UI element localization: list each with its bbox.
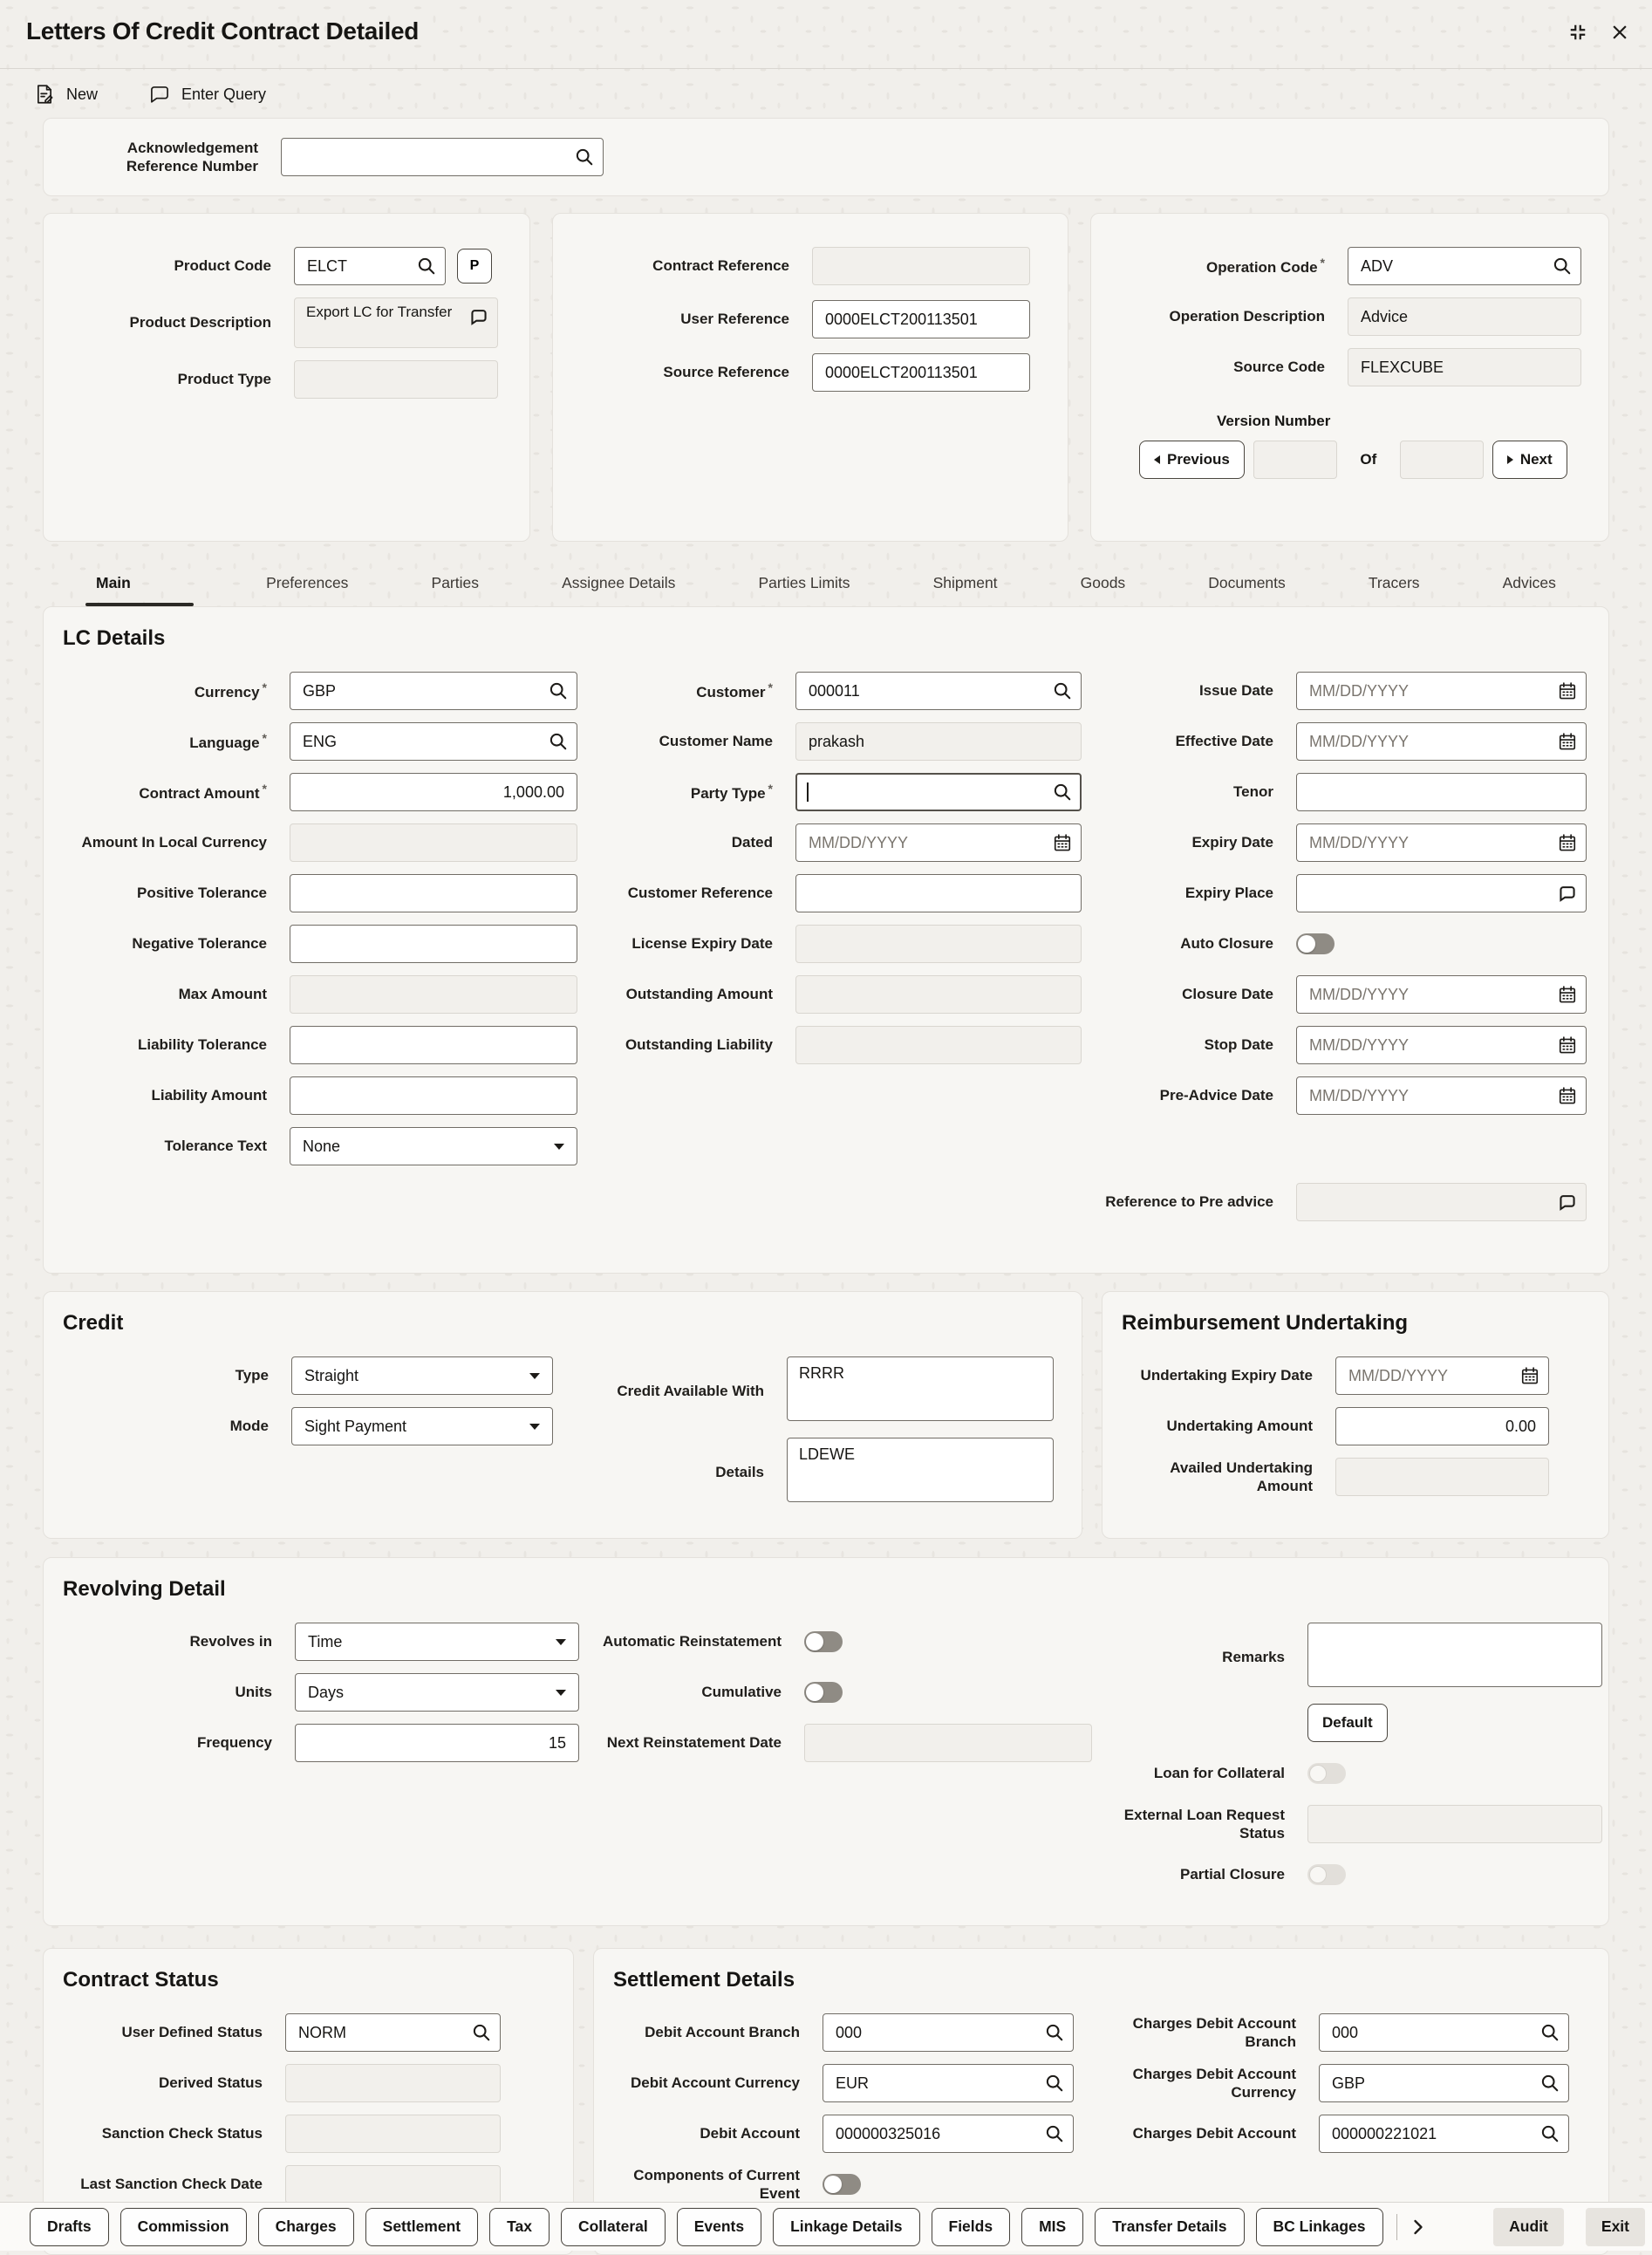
dropdown-caret-icon bbox=[529, 1424, 540, 1430]
issue-date-label: Issue Date bbox=[1198, 682, 1273, 700]
search-icon[interactable] bbox=[1540, 2124, 1560, 2143]
positive-tolerance-label: Positive Tolerance bbox=[137, 885, 267, 902]
partial-closure-toggle bbox=[1307, 1864, 1346, 1885]
toggle-knob bbox=[1309, 1866, 1327, 1883]
reference-panel bbox=[552, 213, 1068, 542]
undertaking-expiry-date-label: Undertaking Expiry Date bbox=[1140, 1367, 1313, 1384]
next-version-button[interactable]: Next bbox=[1492, 441, 1567, 479]
next-reinstatement-date-input bbox=[804, 1724, 1092, 1762]
credit-left-column bbox=[63, 1356, 553, 1519]
dropdown-caret-icon bbox=[556, 1690, 566, 1696]
amount-local-currency-input bbox=[290, 823, 577, 862]
debit-account-currency-label: Debit Account Currency bbox=[631, 2074, 800, 2092]
tab-assignee-details[interactable]: Assignee Details bbox=[562, 574, 676, 591]
reimbursement-card bbox=[1102, 1291, 1609, 1539]
credit-available-with-label: Credit Available With bbox=[617, 1382, 764, 1399]
new-label: New bbox=[66, 85, 99, 103]
action-toolbar bbox=[0, 69, 1652, 118]
reimbursement-title: Reimbursement Undertaking bbox=[1122, 1311, 1409, 1335]
close-icon[interactable] bbox=[1610, 23, 1629, 46]
debit-account-input[interactable] bbox=[823, 2115, 1074, 2153]
search-icon[interactable] bbox=[549, 681, 568, 700]
contract-amount-input[interactable] bbox=[290, 773, 577, 811]
tab-shipment[interactable]: Shipment bbox=[932, 574, 998, 591]
comment-icon[interactable] bbox=[1558, 884, 1577, 903]
commission-button[interactable]: Commission bbox=[120, 2208, 247, 2246]
collateral-button[interactable]: Collateral bbox=[561, 2208, 666, 2246]
revolving-detail-card bbox=[43, 1557, 1609, 1926]
product-description-label: Product Description bbox=[129, 314, 271, 331]
undertaking-amount-label: Undertaking Amount bbox=[1166, 1418, 1313, 1435]
new-button[interactable] bbox=[33, 83, 98, 106]
units-select[interactable] bbox=[295, 1673, 579, 1712]
title-bar bbox=[0, 0, 1652, 68]
settlement-button[interactable]: Settlement bbox=[365, 2208, 478, 2246]
closure-date-input[interactable] bbox=[1296, 975, 1587, 1014]
tolerance-text-select[interactable] bbox=[290, 1127, 577, 1165]
toggle-knob bbox=[824, 2176, 842, 2193]
tax-button[interactable]: Tax bbox=[489, 2208, 550, 2246]
search-icon[interactable] bbox=[1553, 256, 1572, 276]
bc-linkages-button[interactable]: BC Linkages bbox=[1256, 2208, 1383, 2246]
credit-mode-select[interactable] bbox=[291, 1407, 553, 1445]
previous-icon bbox=[1154, 455, 1160, 464]
charges-debit-account-currency-label: Charges Debit Account Currency bbox=[1132, 2065, 1296, 2101]
tab-advices[interactable]: Advices bbox=[1502, 574, 1556, 591]
credit-details-label: Details bbox=[715, 1463, 764, 1480]
license-expiry-date-label: License Expiry Date bbox=[631, 935, 773, 953]
calendar-icon[interactable] bbox=[1558, 985, 1577, 1004]
effective-date-input[interactable] bbox=[1296, 722, 1587, 761]
tab-tracers[interactable]: Tracers bbox=[1368, 574, 1420, 591]
expiry-place-label: Expiry Place bbox=[1184, 885, 1273, 902]
search-icon[interactable] bbox=[1053, 681, 1072, 700]
liability-amount-label: Liability Amount bbox=[151, 1087, 267, 1104]
customer-name-label: Customer Name bbox=[659, 733, 773, 750]
remarks-textarea[interactable] bbox=[1307, 1623, 1602, 1687]
stop-date-input[interactable] bbox=[1296, 1026, 1587, 1064]
negative-tolerance-label: Negative Tolerance bbox=[132, 935, 267, 953]
required-marker: * bbox=[262, 680, 267, 694]
operation-panel bbox=[1090, 213, 1609, 542]
cumulative-toggle[interactable] bbox=[804, 1682, 843, 1703]
currency-label: Currency * bbox=[194, 680, 267, 700]
selected-value: Sight Payment bbox=[304, 1417, 407, 1435]
product-code-label: Product Code bbox=[174, 257, 271, 275]
automatic-reinstatement-toggle[interactable] bbox=[804, 1631, 843, 1652]
search-icon[interactable] bbox=[1540, 2023, 1560, 2042]
user-reference-label: User Reference bbox=[680, 311, 789, 328]
user-reference-input[interactable] bbox=[812, 300, 1030, 338]
outstanding-amount-input bbox=[795, 975, 1082, 1014]
credit-available-with-textarea[interactable] bbox=[787, 1356, 1054, 1421]
acknowledgement-panel bbox=[43, 118, 1609, 196]
page-title: Letters Of Credit Contract Detailed bbox=[26, 17, 420, 44]
undertaking-amount-input[interactable] bbox=[1335, 1407, 1549, 1445]
product-type-input bbox=[294, 360, 498, 399]
lc-column-3 bbox=[1082, 672, 1587, 1233]
chat-bubble-icon bbox=[148, 83, 171, 106]
max-amount-input bbox=[290, 975, 577, 1014]
contract-reference-label: Contract Reference bbox=[652, 257, 789, 275]
frequency-label: Frequency bbox=[197, 1734, 272, 1752]
derived-status-input bbox=[285, 2064, 501, 2102]
search-icon[interactable] bbox=[1053, 782, 1072, 802]
external-loan-request-status-label: External Loan Request Status bbox=[1123, 1806, 1285, 1842]
loan-for-collateral-label: Loan for Collateral bbox=[1153, 1765, 1285, 1782]
contract-status-title: Contract Status bbox=[63, 1968, 219, 1992]
customer-reference-input[interactable] bbox=[795, 874, 1082, 912]
reference-pre-advice-input bbox=[1296, 1183, 1587, 1221]
external-loan-request-status-input bbox=[1307, 1805, 1602, 1843]
sanction-check-status-input bbox=[285, 2115, 501, 2153]
remarks-label: Remarks bbox=[1222, 1648, 1285, 1665]
search-icon[interactable] bbox=[575, 147, 594, 167]
selected-value: Straight bbox=[304, 1366, 359, 1384]
availed-undertaking-amount-label: Availed Undertaking Amount bbox=[1170, 1459, 1313, 1494]
revolving-title: Revolving Detail bbox=[63, 1577, 226, 1601]
version-of-label: Of bbox=[1360, 451, 1377, 468]
pre-advice-date-label: Pre-Advice Date bbox=[1159, 1087, 1273, 1104]
required-marker: * bbox=[262, 730, 267, 745]
credit-mode-label: Mode bbox=[229, 1418, 269, 1435]
license-expiry-date-input bbox=[795, 925, 1082, 963]
tab-parties[interactable]: Parties bbox=[431, 574, 479, 591]
negative-tolerance-input[interactable] bbox=[290, 925, 577, 963]
required-marker: * bbox=[262, 781, 267, 796]
customer-label: Customer * bbox=[696, 680, 773, 700]
comment-icon[interactable] bbox=[1558, 1192, 1577, 1212]
fields-button[interactable]: Fields bbox=[932, 2208, 1011, 2246]
toggle-knob bbox=[806, 1633, 823, 1650]
expiry-date-label: Expiry Date bbox=[1191, 834, 1273, 851]
required-marker: * bbox=[768, 781, 773, 796]
version-number-label: Version Number bbox=[1217, 413, 1331, 429]
party-type-input[interactable] bbox=[795, 773, 1082, 811]
outstanding-amount-label: Outstanding Amount bbox=[625, 986, 773, 1003]
outstanding-liability-input bbox=[795, 1026, 1082, 1064]
liability-amount-input[interactable] bbox=[290, 1076, 577, 1115]
calendar-icon[interactable] bbox=[1558, 833, 1577, 852]
tab-main[interactable]: Main bbox=[85, 564, 194, 606]
components-current-event-label: Components of Current Event bbox=[633, 2166, 800, 2202]
selected-value: None bbox=[303, 1137, 341, 1155]
dropdown-caret-icon bbox=[529, 1373, 540, 1379]
source-reference-input[interactable] bbox=[812, 353, 1030, 392]
new-document-icon bbox=[33, 83, 56, 106]
operation-code-label: Operation Code * bbox=[1206, 255, 1325, 276]
required-marker: * bbox=[1320, 255, 1325, 270]
ack-reference-input[interactable] bbox=[281, 138, 604, 176]
search-icon[interactable] bbox=[1540, 2074, 1560, 2093]
effective-date-label: Effective Date bbox=[1175, 733, 1273, 750]
revolves-in-label: Revolves in bbox=[189, 1633, 272, 1650]
selected-value: Time bbox=[308, 1632, 343, 1650]
charges-button[interactable]: Charges bbox=[258, 2208, 354, 2246]
closure-date-label: Closure Date bbox=[1182, 986, 1273, 1003]
next-reinstatement-date-label: Next Reinstatement Date bbox=[606, 1734, 782, 1752]
units-label: Units bbox=[235, 1684, 272, 1701]
last-sanction-check-date-label: Last Sanction Check Date bbox=[80, 2176, 263, 2193]
more-buttons-icon[interactable] bbox=[1412, 2218, 1424, 2236]
calendar-icon[interactable] bbox=[1520, 1366, 1539, 1385]
charges-debit-account-input[interactable] bbox=[1319, 2115, 1569, 2153]
revolves-in-select[interactable] bbox=[295, 1623, 579, 1661]
derived-status-label: Derived Status bbox=[158, 2074, 263, 2092]
source-code-input bbox=[1348, 348, 1581, 386]
revolving-column-2 bbox=[579, 1623, 1092, 1906]
linkage-details-button[interactable]: Linkage Details bbox=[773, 2208, 919, 2246]
operation-code-input[interactable] bbox=[1348, 247, 1581, 285]
partial-closure-label: Partial Closure bbox=[1180, 1866, 1285, 1883]
expiry-place-input[interactable] bbox=[1296, 874, 1587, 912]
toggle-knob bbox=[1298, 935, 1315, 953]
currency-input[interactable] bbox=[290, 672, 577, 710]
toggle-knob bbox=[1309, 1765, 1327, 1782]
exit-button[interactable]: Exit bbox=[1586, 2208, 1645, 2246]
reference-pre-advice-label: Reference to Pre advice bbox=[1105, 1193, 1273, 1211]
settlement-title: Settlement Details bbox=[613, 1968, 795, 1992]
liability-tolerance-input[interactable] bbox=[290, 1026, 577, 1064]
debit-account-currency-input[interactable] bbox=[823, 2064, 1074, 2102]
revolving-column-3 bbox=[1092, 1623, 1602, 1906]
comment-icon[interactable] bbox=[469, 307, 488, 326]
revolving-column-1 bbox=[63, 1623, 579, 1906]
total-versions-input bbox=[1400, 441, 1484, 479]
settlement-left-column bbox=[613, 2013, 1074, 2216]
user-defined-status-input[interactable] bbox=[285, 2013, 501, 2052]
source-code-label: Source Code bbox=[1233, 359, 1325, 376]
calendar-icon[interactable] bbox=[1558, 732, 1577, 751]
dropdown-caret-icon bbox=[556, 1639, 566, 1645]
operation-description-label: Operation Description bbox=[1169, 308, 1325, 325]
product-description-value: Export LC for Transfer bbox=[294, 297, 498, 348]
required-marker: * bbox=[768, 680, 773, 694]
language-label: Language * bbox=[189, 730, 267, 751]
auto-closure-toggle[interactable] bbox=[1296, 933, 1335, 954]
user-defined-status-label: User Defined Status bbox=[121, 2024, 263, 2041]
lc-details-title: LC Details bbox=[63, 626, 166, 650]
enter-query-label: Enter Query bbox=[181, 85, 267, 103]
expiry-date-input[interactable] bbox=[1296, 823, 1587, 862]
credit-type-select[interactable] bbox=[291, 1356, 553, 1395]
cumulative-label: Cumulative bbox=[701, 1684, 782, 1701]
search-icon[interactable] bbox=[472, 2023, 491, 2042]
operation-description-input bbox=[1348, 297, 1581, 336]
amount-local-currency-label: Amount In Local Currency bbox=[81, 834, 267, 851]
charges-debit-account-branch-label: Charges Debit Account Branch bbox=[1132, 2014, 1296, 2050]
source-reference-label: Source Reference bbox=[663, 364, 789, 381]
lc-column-2 bbox=[577, 672, 1082, 1233]
settlement-right-column bbox=[1096, 2013, 1569, 2216]
mis-button[interactable]: MIS bbox=[1021, 2208, 1083, 2246]
issue-date-input[interactable] bbox=[1296, 672, 1587, 710]
calendar-icon[interactable] bbox=[1558, 1086, 1577, 1105]
customer-input[interactable] bbox=[795, 672, 1082, 710]
search-icon[interactable] bbox=[1045, 2074, 1064, 2093]
selected-value: Days bbox=[308, 1683, 345, 1701]
version-navigation bbox=[1139, 441, 1589, 479]
debit-account-branch-label: Debit Account Branch bbox=[645, 2024, 800, 2041]
default-button[interactable]: Default bbox=[1307, 1704, 1388, 1742]
tenor-label: Tenor bbox=[1233, 783, 1273, 801]
positive-tolerance-input[interactable] bbox=[290, 874, 577, 912]
tenor-input[interactable] bbox=[1296, 773, 1587, 811]
auto-closure-label: Auto Closure bbox=[1180, 935, 1273, 953]
tab-goods[interactable]: Goods bbox=[1080, 574, 1126, 591]
outstanding-liability-label: Outstanding Liability bbox=[625, 1036, 773, 1054]
calendar-icon[interactable] bbox=[1558, 681, 1577, 700]
customer-name-input bbox=[795, 722, 1082, 761]
credit-type-label: Type bbox=[235, 1367, 269, 1384]
sanction-check-status-label: Sanction Check Status bbox=[101, 2125, 263, 2142]
dated-label: Dated bbox=[731, 834, 773, 851]
dropdown-caret-icon bbox=[554, 1144, 564, 1150]
search-icon[interactable] bbox=[1045, 2023, 1064, 2042]
charges-debit-account-branch-input[interactable] bbox=[1319, 2013, 1569, 2052]
search-icon[interactable] bbox=[549, 732, 568, 751]
customer-reference-label: Customer Reference bbox=[627, 885, 773, 902]
loan-for-collateral-toggle bbox=[1307, 1763, 1346, 1784]
lc-details-card bbox=[43, 606, 1609, 1274]
bottom-action-bar bbox=[0, 2202, 1652, 2251]
transfer-details-button[interactable]: Transfer Details bbox=[1095, 2208, 1244, 2246]
language-input[interactable] bbox=[290, 722, 577, 761]
availed-undertaking-amount-input bbox=[1335, 1458, 1549, 1496]
events-button[interactable]: Events bbox=[677, 2208, 761, 2246]
automatic-reinstatement-label: Automatic Reinstatement bbox=[603, 1633, 782, 1650]
collapse-icon[interactable] bbox=[1568, 23, 1587, 46]
current-version-input bbox=[1253, 441, 1337, 479]
liability-tolerance-label: Liability Tolerance bbox=[137, 1036, 267, 1054]
product-populate-button[interactable]: P bbox=[457, 249, 492, 284]
dated-input[interactable] bbox=[795, 823, 1082, 862]
previous-version-button[interactable]: Previous bbox=[1139, 441, 1245, 479]
credit-title: Credit bbox=[63, 1311, 124, 1335]
tab-parties-limits[interactable]: Parties Limits bbox=[758, 574, 850, 591]
audit-button[interactable]: Audit bbox=[1493, 2208, 1564, 2246]
text-cursor bbox=[807, 782, 809, 802]
tab-preferences[interactable]: Preferences bbox=[266, 574, 349, 591]
product-panel bbox=[43, 213, 530, 542]
contract-amount-label: Contract Amount * bbox=[139, 781, 267, 802]
charges-debit-account-label: Charges Debit Account bbox=[1132, 2125, 1296, 2142]
credit-card bbox=[43, 1291, 1082, 1539]
undertaking-expiry-date-input[interactable] bbox=[1335, 1356, 1549, 1395]
pre-advice-date-input[interactable] bbox=[1296, 1076, 1587, 1115]
calendar-icon[interactable] bbox=[1558, 1035, 1577, 1055]
components-current-event-toggle[interactable] bbox=[823, 2174, 861, 2195]
tolerance-text-label: Tolerance Text bbox=[164, 1138, 267, 1155]
tab-bar bbox=[43, 561, 1609, 606]
toggle-knob bbox=[806, 1684, 823, 1701]
lc-column-1 bbox=[63, 672, 577, 1233]
credit-details-textarea[interactable] bbox=[787, 1438, 1054, 1502]
max-amount-label: Max Amount bbox=[178, 986, 267, 1003]
debit-account-label: Debit Account bbox=[700, 2125, 800, 2142]
next-icon bbox=[1507, 455, 1513, 464]
debit-account-branch-input[interactable] bbox=[823, 2013, 1074, 2052]
frequency-input[interactable] bbox=[295, 1724, 579, 1762]
search-icon[interactable] bbox=[417, 256, 436, 276]
party-type-label: Party Type * bbox=[690, 781, 773, 802]
tab-documents[interactable]: Documents bbox=[1208, 574, 1286, 591]
button-bar-separator bbox=[1396, 2214, 1397, 2240]
ack-reference-label: Acknowledgement Reference Number bbox=[126, 139, 258, 174]
last-sanction-check-date-input bbox=[285, 2165, 501, 2204]
stop-date-label: Stop Date bbox=[1204, 1036, 1273, 1054]
calendar-icon[interactable] bbox=[1053, 833, 1072, 852]
drafts-button[interactable]: Drafts bbox=[30, 2208, 109, 2246]
contract-reference-input bbox=[812, 247, 1030, 285]
search-icon[interactable] bbox=[1045, 2124, 1064, 2143]
credit-right-column bbox=[562, 1356, 1054, 1519]
product-type-label: Product Type bbox=[177, 371, 271, 388]
charges-debit-account-currency-input[interactable] bbox=[1319, 2064, 1569, 2102]
enter-query-button[interactable] bbox=[148, 83, 266, 106]
